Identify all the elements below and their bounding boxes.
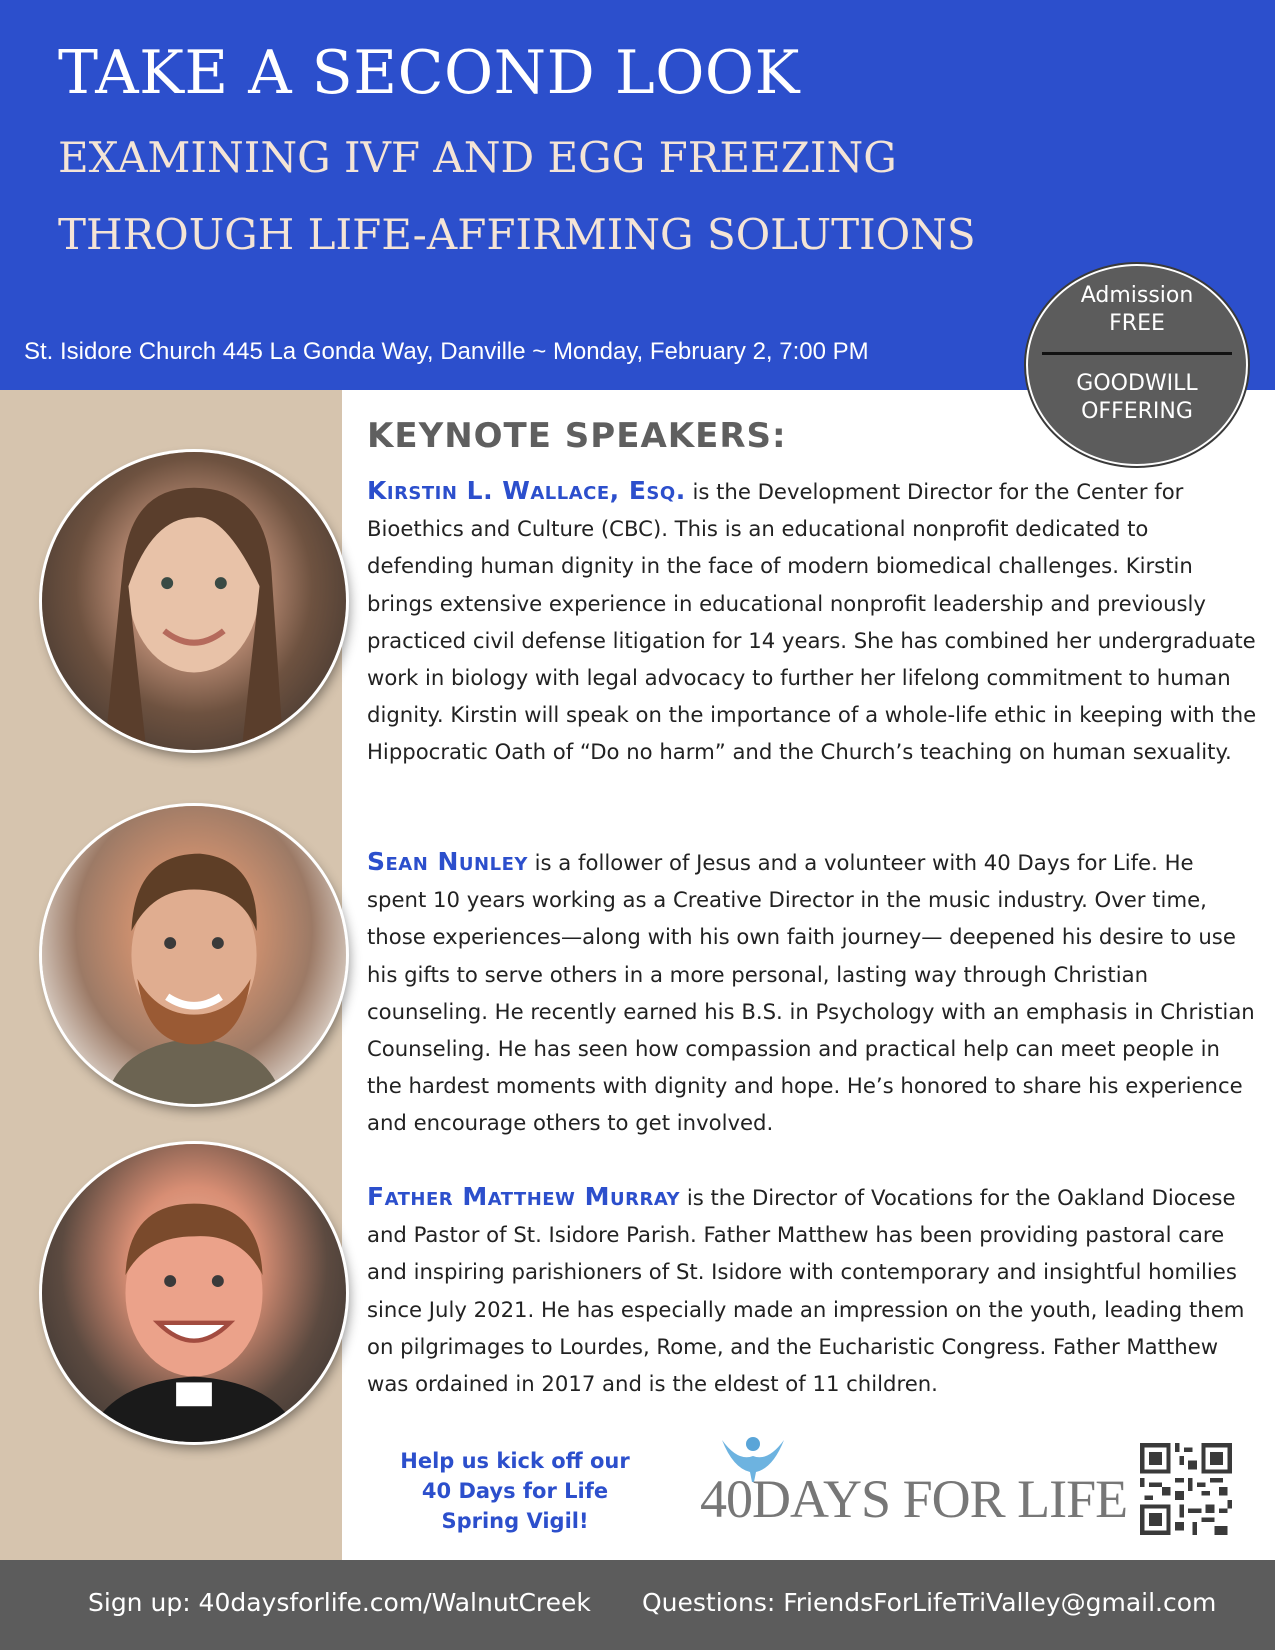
event-venue-date: St. Isidore Church 445 La Gonda Way, Danville ~ Monday, February 2, 7:00 PM bbox=[24, 338, 869, 365]
speaker-bio-sean bbox=[367, 843, 1257, 1142]
keynote-heading: KEYNOTE SPEAKERS: bbox=[367, 416, 787, 456]
qr-code[interactable] bbox=[1140, 1443, 1232, 1535]
signup-link[interactable]: Sign up: 40daysforlife.com/WalnutCreek bbox=[88, 1588, 591, 1617]
speaker-bio-text: is the Director of Vocations for the Oakland Diocese and Pastor of St. Isidore Parish. Father Matthew has been providing pastoral care and inspiring parishioners of St. Isidore with contemporary and insightful homilies since July 2021. He has especially made an impression on the youth, leading them on pilgrimages to Lourdes, Rome, and the Eucharistic Congress. Father Matthew was ordained in 2017 and is the eldest of 11 children. bbox=[367, 1185, 1245, 1397]
contact-email[interactable]: Questions: FriendsForLifeTriValley@gmail.com bbox=[642, 1588, 1217, 1617]
event-subtitle-line1: EXAMINING IVF AND EGG FREEZING bbox=[58, 133, 897, 182]
speaker-name: Father Matthew Murray bbox=[367, 1182, 681, 1211]
goodwill-text: GOODWILL OFFERING bbox=[1076, 371, 1198, 424]
40-days-for-life-logo bbox=[700, 1438, 1140, 1538]
event-title: TAKE A SECOND LOOK bbox=[58, 38, 800, 108]
admission-badge bbox=[1026, 264, 1248, 466]
speaker-photo-kirstin bbox=[42, 452, 346, 750]
footer-bar bbox=[0, 1560, 1275, 1650]
logo-text: 40DAYS FOR LIFE bbox=[700, 1469, 1128, 1529]
portrait-icon bbox=[42, 1144, 346, 1442]
speaker-name: Kirstin L. Wallace, Esq. bbox=[367, 476, 686, 505]
portrait-icon bbox=[42, 806, 346, 1104]
portrait-icon bbox=[42, 452, 346, 750]
speaker-bio-matthew bbox=[367, 1178, 1257, 1402]
speaker-photo-sean bbox=[42, 806, 346, 1104]
speaker-bio-text: is the Development Director for the Center for Bioethics and Culture (CBC). This is an educational nonprofit dedicated to defending human dignity in the face of modern biomedical challenges. Kirstin brings extensive experience in educational nonprofit leadership and previously practiced civil defense litigation for 14 years. She has combined her undergraduate work in biology with legal advocacy to further her lifelong commitment to human dignity. Kirstin will speak on the importance of a whole-life ethic in keeping with the Hippocratic Oath of “Do no harm” and the Church’s teaching on human sexuality. bbox=[367, 479, 1257, 765]
speaker-name: Sean Nunley bbox=[367, 847, 528, 876]
speaker-bio-text: is a follower of Jesus and a volunteer with 40 Days for Life. He spent 10 years working as a Creative Director in the music industry. Over time, those experiences—along with his own faith journey— deepened his desire to use his gifts to serve others in a more personal, lasting way through Christian counseling. He recently earned his B.S. in Psychology with an emphasis in Christian Counseling. He has seen how compassion and practical help can meet people in the hardest moments with dignity and hope. He’s honored to share his experience and encourage others to get involved. bbox=[367, 850, 1255, 1136]
admission-text: Admission FREE bbox=[1080, 283, 1194, 336]
speaker-photo-matthew bbox=[42, 1144, 346, 1442]
kickoff-callout: Help us kick off our 40 Days for Life Spring Vigil! bbox=[400, 1449, 630, 1533]
speaker-bio-kirstin bbox=[367, 472, 1257, 771]
event-subtitle-line2: THROUGH LIFE-AFFIRMING SOLUTIONS bbox=[58, 210, 976, 259]
badge-divider bbox=[1042, 352, 1232, 355]
